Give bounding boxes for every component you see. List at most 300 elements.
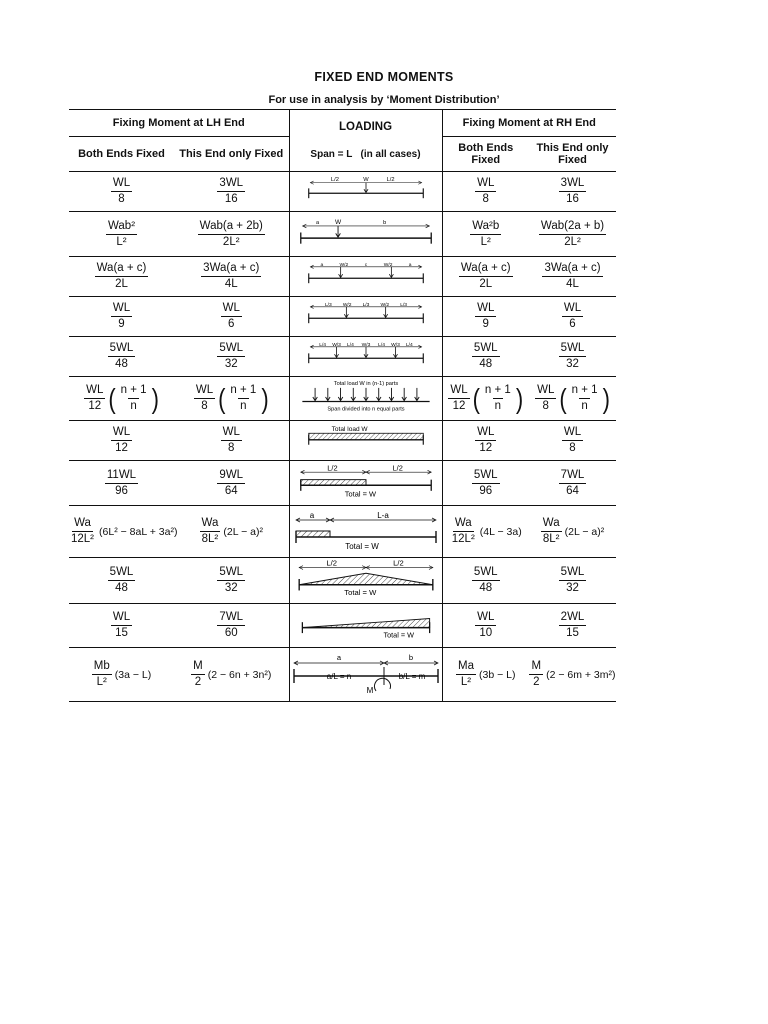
numerator: 11WL — [105, 469, 138, 484]
rh-this-end-moment-fraction — [559, 469, 587, 498]
lh-this-end-moment-fraction — [221, 302, 242, 331]
numerator: WL — [111, 611, 132, 626]
rh-both-fixed-moment-fraction — [475, 426, 496, 455]
table-row — [69, 506, 616, 558]
diagram-label: L/3 — [324, 303, 332, 308]
rh-both-fixed-cell — [442, 172, 529, 212]
denominator: 32 — [566, 582, 579, 594]
lh-this-end-moment — [217, 611, 245, 640]
rh-this-end-moment-fraction — [559, 342, 587, 371]
lh-this-end-cell — [174, 604, 289, 648]
right-paren: ) — [151, 382, 159, 414]
denominator: 64 — [224, 484, 238, 497]
numerator: WL — [111, 177, 132, 192]
lh-both-fixed-cell — [69, 172, 174, 212]
loading-cell — [289, 297, 442, 337]
denominator: 12 — [115, 442, 128, 454]
rh-both-fixed-moment — [448, 384, 523, 413]
denominator: 2 — [533, 676, 540, 688]
denominator: n — [494, 400, 502, 412]
lh-this-end-moment-fraction — [217, 611, 245, 640]
diagram-label: L-a — [376, 511, 389, 520]
rh-this-end-moment — [559, 469, 587, 498]
lh-both-fixed-cell — [69, 212, 174, 257]
numerator: n + 1 — [120, 384, 147, 396]
rh-this-end-moment-fraction — [539, 220, 606, 249]
lh-both-fixed-moment — [106, 220, 137, 249]
numerator: Wab(2a + b) — [539, 220, 606, 235]
expression-tail: (2 − 6m + 3m²) — [546, 668, 616, 681]
denominator: 48 — [479, 358, 493, 370]
diagram-label: W — [362, 177, 369, 183]
expression-tail: (6L² − 8aL + 3a²) — [99, 525, 178, 538]
lh-this-end-moment — [221, 302, 242, 331]
lh-this-end-moment-fraction — [217, 566, 245, 595]
diagram-label: W/3 — [331, 343, 341, 348]
rh-this-end-moment — [539, 220, 606, 249]
loading-diagram — [290, 377, 442, 417]
lh-both-fixed-cell — [69, 461, 174, 506]
diagram-label: L/4 — [346, 343, 354, 348]
span-label: Span = L (in all cases) — [310, 149, 421, 160]
diagram-label: Total load W — [331, 425, 368, 433]
denominator: 15 — [566, 627, 579, 639]
numerator: 7WL — [217, 611, 245, 626]
rh-this-end-cell — [529, 604, 616, 648]
rh-this-end-moment-fraction — [542, 262, 602, 291]
denominator: 48 — [115, 358, 128, 370]
rh-both-fixed-moment — [475, 611, 496, 640]
rh-both-fixed-cell — [442, 212, 529, 257]
rh-both-fixed-moment-fraction — [470, 220, 501, 249]
rh-both-fixed-moment-fraction — [459, 262, 513, 291]
rh-both-fixed-moment — [472, 469, 500, 498]
rh-both-fixed-moment — [475, 302, 496, 331]
diagram-label: Total = W — [382, 630, 414, 640]
denominator: 9 — [482, 318, 489, 330]
diagram-label: W/2 — [342, 303, 352, 308]
loading-diagram — [290, 257, 442, 293]
denominator: 10 — [479, 627, 493, 639]
diagram-label: W/2 — [383, 263, 392, 268]
loading-diagram — [290, 421, 442, 457]
lh-this-end-moment — [217, 566, 245, 595]
numerator: 5WL — [472, 342, 500, 357]
denominator: 2L — [115, 278, 128, 290]
lh-both-fixed-moment-fraction — [69, 517, 96, 546]
right-paren: ) — [515, 382, 524, 414]
lh-this-end-cell — [174, 558, 289, 604]
lh-both-fixed-moment — [105, 469, 138, 498]
lh-both-fixed-cell — [69, 421, 174, 461]
denominator: 8 — [228, 442, 235, 454]
rh-both-fixed-moment — [459, 262, 513, 291]
rh-both-fixed-moment-fraction — [475, 302, 496, 331]
table-row — [69, 337, 616, 377]
lh-both-fixed-moment-fraction — [92, 660, 112, 689]
denominator: 16 — [566, 193, 579, 205]
lh-both-fixed-cell — [69, 377, 174, 421]
lh-both-fixed-moment-fraction — [95, 262, 149, 291]
rh-both-fixed-moment-fraction — [472, 342, 500, 371]
rh-this-end-moment — [559, 177, 587, 206]
lh-header: Fixing Moment at LH End — [69, 110, 289, 137]
bracket-fraction — [119, 384, 149, 413]
rh-both-fixed-moment-fraction — [456, 660, 476, 689]
numerator: Wab² — [106, 220, 137, 235]
lh-both-fixed-moment — [92, 660, 151, 689]
lh-this-end-cell — [174, 506, 289, 558]
rh-both-fixed-moment-fraction — [448, 384, 469, 413]
loading-header — [289, 110, 442, 172]
table-row — [69, 257, 616, 297]
lh-this-end-moment — [198, 220, 265, 249]
table-row — [69, 461, 616, 506]
rh-both-fixed-moment — [450, 517, 522, 546]
rh-both-fixed-moment — [470, 220, 501, 249]
lh-both-fixed-moment — [95, 262, 149, 291]
denominator: 15 — [115, 627, 128, 639]
rh-both-fixed-moment-fraction — [475, 611, 496, 640]
lh-both-fixed-cell — [69, 648, 174, 702]
denominator: 64 — [566, 484, 579, 497]
denominator: L² — [460, 676, 472, 688]
denominator: L² — [116, 235, 127, 248]
lh-both-fixed-header: Both Ends Fixed — [78, 148, 165, 160]
rh-this-end-cell — [529, 421, 616, 461]
lh-both-fixed-moment-fraction — [111, 302, 132, 331]
diagram-label: L/3 — [362, 303, 369, 308]
denominator: 9 — [118, 318, 125, 330]
rh-both-fixed-cell — [442, 558, 529, 604]
denominator: 8L² — [542, 533, 560, 545]
denominator: 2L — [479, 278, 493, 290]
rh-both-fixed-cell — [442, 648, 529, 702]
numerator: n + 1 — [230, 384, 257, 396]
numerator: Wa(a + c) — [459, 262, 513, 277]
loading-cell — [289, 506, 442, 558]
partial-load — [300, 480, 365, 486]
denominator: 48 — [479, 582, 493, 594]
table-row — [69, 172, 616, 212]
denominator: 60 — [224, 627, 238, 639]
diagram-label: W/3 — [361, 343, 370, 348]
loading-diagram — [290, 648, 442, 698]
lh-this-end-moment-fraction — [217, 342, 245, 371]
denominator: 32 — [224, 358, 238, 370]
rh-this-end-cell — [529, 337, 616, 377]
rh-both-fixed-header: Both Ends Fixed — [458, 142, 514, 166]
diagram-label: b — [408, 653, 413, 662]
denominator: n — [130, 400, 137, 412]
diagram-label: a — [319, 263, 323, 268]
loading-cell — [289, 604, 442, 648]
denominator: 12L² — [71, 533, 95, 545]
left-paren: ( — [472, 382, 480, 414]
rh-this-end-cell — [529, 506, 616, 558]
left-paren: ( — [218, 382, 226, 414]
lh-this-end-moment-fraction — [198, 220, 265, 249]
diagram-label: a — [408, 263, 412, 268]
numerator: WL — [448, 384, 469, 399]
table-row — [69, 212, 616, 257]
table-row — [69, 558, 616, 604]
numerator: WL — [194, 384, 215, 399]
table-body — [69, 172, 616, 702]
rh-both-fixed-cell — [442, 604, 529, 648]
numerator: WL — [221, 426, 242, 441]
loading-cell — [289, 648, 442, 702]
lh-this-end-moment-fraction — [221, 426, 242, 455]
right-paren: ) — [602, 382, 610, 414]
diagram-label: a/L = n — [326, 672, 351, 681]
fixed-end-moments-table — [69, 109, 616, 702]
diagram-label: L/4 — [377, 343, 385, 348]
rh-this-end-moment — [559, 611, 587, 640]
numerator: Wab(a + 2b) — [198, 220, 265, 235]
diagram-label: W — [334, 219, 341, 227]
numerator: Wa(a + c) — [95, 262, 149, 277]
numerator: 5WL — [108, 342, 136, 357]
lh-both-fixed-moment — [111, 611, 132, 640]
numerator: WL — [84, 384, 105, 399]
rh-both-fixed-moment — [475, 177, 496, 206]
rh-both-fixed-moment — [475, 426, 496, 455]
denominator: 8 — [482, 193, 489, 205]
lh-both-fixed-cell — [69, 297, 174, 337]
lh-this-end-moment — [200, 517, 263, 546]
rh-both-fixed-moment-fraction — [472, 566, 500, 595]
loading-cell — [289, 257, 442, 297]
diagram-label: L/3 — [399, 303, 407, 308]
denominator: 6 — [228, 318, 235, 330]
rh-this-end-moment-fraction — [529, 660, 543, 689]
rh-this-end-moment — [559, 342, 587, 371]
lh-both-fixed-moment — [108, 342, 136, 371]
rh-both-fixed-moment — [472, 566, 500, 595]
table-row — [69, 648, 616, 702]
rh-both-fixed-cell — [442, 506, 529, 558]
rh-both-fixed-moment — [456, 660, 515, 689]
lh-this-end-cell — [174, 337, 289, 377]
denominator: 2 — [194, 676, 202, 688]
rh-this-end-moment-fraction — [562, 302, 583, 331]
numerator: 2WL — [559, 611, 587, 626]
lh-both-fixed-cell — [69, 506, 178, 558]
bracket-fraction — [483, 384, 513, 413]
expression-tail: (3a − L) — [114, 668, 152, 681]
loading-cell — [289, 558, 442, 604]
numerator: 3Wa(a + c) — [542, 262, 602, 277]
loading-cell — [289, 377, 442, 421]
denominator: n — [240, 400, 247, 412]
loading-diagram — [290, 461, 442, 502]
diagram-label: L/2 — [386, 177, 395, 183]
loading-diagram — [290, 337, 442, 373]
diagram-label: L/2 — [325, 558, 337, 568]
numerator: 5WL — [472, 469, 500, 484]
diagram-label: c — [364, 263, 367, 268]
loading-diagram — [290, 506, 442, 554]
denominator: L² — [480, 235, 491, 248]
right-paren: ) — [261, 382, 269, 414]
rh-both-fixed-cell — [442, 461, 529, 506]
diagram-label: Total = W — [344, 489, 376, 499]
numerator: 3WL — [217, 177, 245, 192]
rh-this-end-moment — [559, 566, 587, 595]
rh-both-fixed-cell — [442, 421, 529, 461]
rh-this-end-cell — [529, 257, 616, 297]
diagram-label: Total = W — [344, 542, 379, 551]
lh-this-end-moment-fraction — [194, 384, 215, 413]
numerator: Wa — [72, 517, 93, 532]
lh-this-end-cell — [174, 297, 289, 337]
denominator: 96 — [115, 484, 128, 497]
denominator: 2L² — [564, 235, 581, 248]
rh-this-end-cell — [529, 558, 616, 604]
numerator: WL — [475, 177, 496, 192]
numerator: 5WL — [559, 566, 587, 581]
numerator: Ma — [456, 660, 476, 675]
denominator: 4L — [566, 278, 579, 290]
numerator: Wa — [200, 517, 221, 532]
rh-this-end-cell — [529, 377, 616, 421]
denominator: 8 — [201, 400, 208, 412]
lh-this-end-moment-fraction — [191, 660, 205, 689]
loading-diagram — [290, 297, 442, 333]
expression-tail: (4L − 3a) — [479, 525, 522, 538]
lh-both-fixed-moment-fraction — [108, 342, 136, 371]
rh-this-end-header: This End only Fixed — [536, 142, 609, 166]
lh-this-end-moment — [194, 384, 269, 413]
lh-this-end-cell — [174, 377, 289, 421]
rh-this-end-moment-fraction — [541, 517, 562, 546]
diagram-label: Span divided into n equal parts — [326, 406, 405, 413]
denominator: 2L² — [222, 235, 240, 248]
partial-load — [296, 531, 330, 537]
rh-this-end-cell — [529, 172, 616, 212]
diagram-label: W/3 — [390, 343, 400, 348]
page-subtitle: For use in analysis by ‘Moment Distribution’ — [268, 94, 500, 106]
lh-this-end-cell — [174, 648, 289, 702]
numerator: n + 1 — [484, 384, 511, 396]
rh-this-end-moment — [541, 517, 604, 546]
diagram-label: Total load W in (n-1) parts — [333, 381, 398, 388]
denominator: 48 — [115, 582, 128, 594]
numerator: WL — [475, 426, 496, 441]
diagram-label: a — [315, 220, 319, 227]
loading-label: LOADING — [338, 121, 393, 133]
denominator: 12 — [479, 442, 493, 454]
loading-diagram — [290, 212, 442, 253]
lh-both-fixed-moment-fraction — [111, 611, 132, 640]
lh-both-fixed-moment-fraction — [108, 566, 136, 595]
lh-both-fixed-cell — [69, 604, 174, 648]
lh-both-fixed-moment-fraction — [111, 426, 132, 455]
expression-tail: (3b − L) — [479, 668, 516, 681]
rh-this-end-cell — [529, 648, 616, 702]
numerator: WL — [562, 426, 583, 441]
loading-cell — [289, 461, 442, 506]
triangular-load — [302, 619, 429, 628]
diagram-label: b — [382, 220, 386, 227]
diagram-label: b/L = m — [398, 672, 425, 681]
distributed-load — [308, 433, 423, 440]
numerator: Wa — [453, 517, 474, 532]
loading-cell — [289, 337, 442, 377]
expression-tail: (2L − a)² — [223, 525, 263, 538]
lh-this-end-moment — [191, 660, 271, 689]
rh-this-end-moment — [542, 262, 602, 291]
rh-both-fixed-moment-fraction — [472, 469, 500, 498]
bracket-fraction — [228, 384, 258, 413]
lh-both-fixed-moment — [108, 566, 136, 595]
denominator: 16 — [224, 193, 238, 205]
diagram-label: L/4 — [405, 343, 413, 348]
denominator: 8 — [569, 442, 576, 454]
diagram-label: W/2 — [339, 263, 348, 268]
denominator: 32 — [566, 358, 579, 370]
numerator: WL — [562, 302, 583, 317]
lh-both-fixed-moment-fraction — [105, 469, 138, 498]
loading-diagram — [290, 172, 442, 208]
denominator: 8 — [542, 400, 549, 412]
diagram-label: L/2 — [392, 463, 403, 473]
lh-this-end-cell — [174, 212, 289, 257]
numerator: Wa — [541, 517, 562, 532]
numerator: Mb — [92, 660, 112, 675]
lh-this-end-moment — [201, 262, 261, 291]
lh-both-fixed-moment — [84, 384, 159, 413]
loading-cell — [289, 172, 442, 212]
denominator: 12 — [452, 400, 466, 412]
rh-this-end-moment — [535, 384, 610, 413]
denominator: 12L² — [451, 533, 475, 545]
table-row — [69, 604, 616, 648]
lh-this-end-moment-fraction — [201, 262, 261, 291]
numerator: 5WL — [472, 566, 500, 581]
lh-both-fixed-moment — [111, 177, 132, 206]
numerator: 7WL — [559, 469, 587, 484]
numerator: WL — [535, 384, 556, 399]
denominator: 6 — [569, 318, 576, 330]
lh-both-fixed-cell — [69, 257, 174, 297]
expression-tail: (2L − a)² — [564, 525, 605, 538]
diagram-label: L/2 — [326, 463, 338, 473]
lh-this-end-moment — [217, 469, 245, 498]
rh-this-end-moment-fraction — [535, 384, 556, 413]
diagram-label: Total = W — [343, 588, 376, 598]
rh-this-end-cell — [529, 461, 616, 506]
numerator: WL — [475, 302, 496, 317]
moment-arc — [374, 678, 390, 691]
numerator: WL — [111, 426, 132, 441]
triangular-load — [299, 573, 433, 584]
numerator: Wa²b — [470, 220, 501, 235]
loading-cell — [289, 421, 442, 461]
diagram-label: L/2 — [392, 558, 404, 568]
lh-both-fixed-cell — [69, 337, 174, 377]
table-row — [69, 377, 616, 421]
rh-both-fixed-moment-fraction — [475, 177, 496, 206]
numerator: WL — [111, 302, 132, 317]
rh-this-end-moment-fraction — [559, 611, 587, 640]
rh-both-fixed-moment — [472, 342, 500, 371]
lh-both-fixed-moment-fraction — [106, 220, 137, 249]
rh-both-fixed-cell — [442, 377, 529, 421]
lh-this-end-cell — [174, 421, 289, 461]
page-title: FIXED END MOMENTS — [314, 70, 454, 84]
